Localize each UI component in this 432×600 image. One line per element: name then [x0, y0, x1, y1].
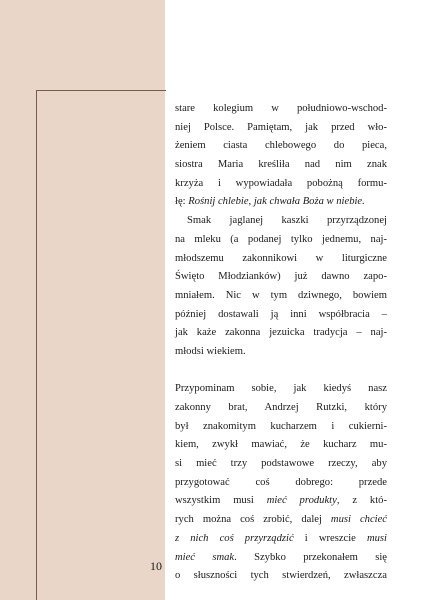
italic-text: Rośnij chlebie, jak chwała Boża w niebie. [188, 196, 365, 208]
text-segment: si mieć trzy podstawowe rzeczy, aby [175, 458, 387, 470]
page-number: 10 [150, 559, 162, 573]
text-line [175, 474, 387, 493]
text-line [175, 418, 387, 437]
text-line [175, 511, 387, 530]
text-line [175, 100, 387, 119]
paragraph [175, 100, 387, 212]
text-segment: siostra Maria kreśliła nad nim znak [175, 159, 387, 171]
text-line [175, 567, 387, 586]
text-segment: przygotować coś dobrego: przede [175, 476, 387, 488]
italic-text: musi chcieć [330, 514, 387, 526]
text-segment: na mleku (a podanej tylko jednemu, naj- [175, 233, 387, 245]
text-line [175, 287, 387, 306]
text-line [175, 549, 387, 568]
text-segment: Przypominam sobie, jak kiedyś nasz [175, 383, 387, 395]
text-line [175, 324, 387, 343]
text-segment: stare kolegium w południowo-wschod- [175, 103, 387, 114]
text-segment: młodsi wiekiem. [175, 345, 246, 357]
text-line [175, 530, 387, 549]
text-line [175, 306, 387, 325]
text-line [175, 193, 387, 212]
text-segment: . Szybko przekonałem się [234, 551, 387, 563]
text-line [175, 380, 387, 399]
text-line [175, 455, 387, 474]
text-line [175, 399, 387, 418]
text-segment: zakonny brat, Andrzej Rutzki, który [175, 402, 387, 413]
text-line [175, 175, 387, 194]
text-segment: jak każe zakonna jezuicka tradycja – naj- [175, 327, 387, 339]
text-line [175, 268, 387, 287]
italic-text: mieć produkty [266, 495, 337, 507]
italic-text: musi [366, 532, 387, 544]
text-segment: niej Polsce. Pamiętam, jak przed wło- [175, 121, 387, 133]
text-segment: żeniem ciasta chlebowego do pieca, [175, 140, 387, 152]
text-segment: mniałem. Nic w tym dziwnego, bowiem [175, 289, 387, 301]
text-line [175, 250, 387, 269]
paragraph [175, 380, 387, 586]
text-segment: i wreszcie [293, 532, 367, 544]
text-line [175, 436, 387, 455]
text-segment: Święto Młodzianków) już dawno zapo- [175, 271, 387, 283]
text-segment: młodszemu zakonnikowi w liturgiczne [175, 252, 387, 264]
text-segment: później dostawali ją inni współbracia – [175, 308, 387, 320]
text-line [175, 156, 387, 175]
frame-line-top [36, 90, 166, 91]
text-segment: o słuszności tych stwierdzeń, zwłaszcza [175, 570, 387, 582]
text-segment: krzyża i wypowiadała pobożną formu- [175, 177, 387, 189]
text-line [175, 137, 387, 156]
italic-text: z nich coś przyrządzić [175, 532, 294, 544]
paragraph [175, 212, 387, 362]
body-text [175, 100, 387, 586]
paragraph-gap [175, 362, 387, 381]
text-segment: łę: [175, 196, 189, 208]
text-line [175, 492, 387, 511]
text-line [175, 212, 387, 231]
frame-line-left [36, 90, 37, 600]
italic-text: mieć smak [175, 551, 235, 563]
text-line [175, 119, 387, 138]
text-segment: wszystkim musi [175, 495, 267, 507]
text-line [175, 343, 387, 362]
text-segment: był znakomitym kucharzem i cukierni- [175, 420, 387, 432]
text-segment: Smak jaglanej kaszki przyrządzonej [187, 215, 387, 227]
text-line [175, 231, 387, 250]
text-segment: , z któ- [336, 495, 387, 507]
text-segment: kiem, zwykł mawiać, że kucharz mu- [175, 439, 387, 451]
text-segment: rych można coś zrobić, dalej [175, 514, 331, 526]
